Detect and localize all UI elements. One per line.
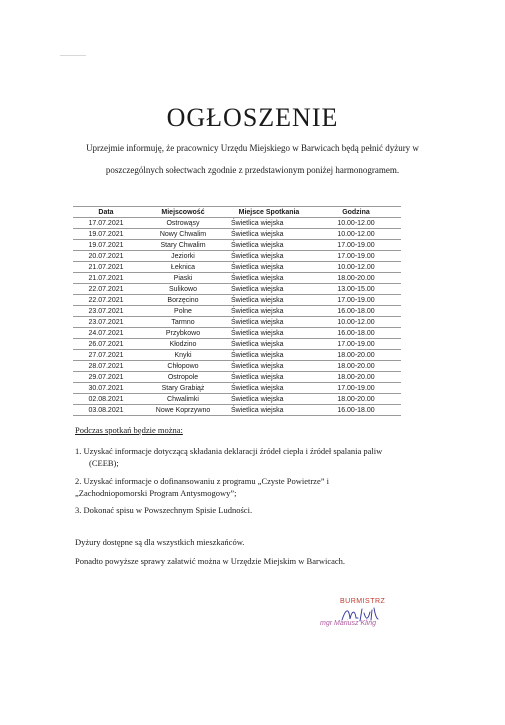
table-row: [73, 372, 401, 383]
cell-location: Świetlica wiejska: [227, 328, 311, 339]
cell-date: 28.07.2021: [73, 361, 139, 372]
cell-location: Świetlica wiejska: [227, 251, 311, 262]
cell-date: 23.07.2021: [73, 306, 139, 317]
cell-time: 16.00-18.00: [311, 306, 401, 317]
table-row: [73, 284, 401, 295]
cell-time: 17.00-19.00: [311, 240, 401, 251]
cell-location: Świetlica wiejska: [227, 405, 311, 416]
stamp-name: mgr Mariusz Kling: [320, 620, 377, 627]
cell-time: 13.00-15.00: [311, 284, 401, 295]
cell-place: Polne: [139, 306, 227, 317]
cell-date: 24.07.2021: [73, 328, 139, 339]
cell-place: Jeziorki: [139, 251, 227, 262]
header-date: Data: [73, 207, 139, 218]
cell-time: 16.00-18.00: [311, 328, 401, 339]
cell-time: 18.00-20.00: [311, 372, 401, 383]
table-row: [73, 361, 401, 372]
cell-place: Nowy Chwalim: [139, 229, 227, 240]
further-info: Ponadto powyższe sprawy załatwić można w Urzędzie Miejskim w Barwicach.: [75, 556, 346, 566]
cell-location: Świetlica wiejska: [227, 372, 311, 383]
table-row: [73, 262, 401, 273]
cell-time: 18.00-20.00: [311, 394, 401, 405]
cell-time: 17.00-19.00: [311, 251, 401, 262]
intro-line-2: poszczególnych sołectwach zgodnie z przedstawionym poniżej harmonogramem.: [105, 165, 400, 175]
mayor-stamp: [300, 598, 460, 634]
list-item-2-continued: „Zachodniopomorski Program Antysmogowy”;: [75, 488, 237, 498]
cell-date: 21.07.2021: [73, 262, 139, 273]
stamp-title: BURMISTRZ: [340, 598, 386, 605]
cell-date: 03.08.2021: [73, 405, 139, 416]
cell-location: Świetlica wiejska: [227, 284, 311, 295]
cell-date: 20.07.2021: [73, 251, 139, 262]
cell-time: 17.00-19.00: [311, 383, 401, 394]
cell-place: Ostropole: [139, 372, 227, 383]
cell-time: 16.00-18.00: [311, 405, 401, 416]
cell-date: 17.07.2021: [73, 218, 139, 229]
cell-time: 10.00-12.00: [311, 262, 401, 273]
cell-location: Świetlica wiejska: [227, 218, 311, 229]
cell-date: 29.07.2021: [73, 372, 139, 383]
cell-location: Świetlica wiejska: [227, 273, 311, 284]
cell-location: Świetlica wiejska: [227, 383, 311, 394]
cell-place: Knyki: [139, 350, 227, 361]
cell-place: Stary Chwalim: [139, 240, 227, 251]
cell-time: 18.00-20.00: [311, 361, 401, 372]
cell-date: 27.07.2021: [73, 350, 139, 361]
table-row: [73, 229, 401, 240]
cell-date: 30.07.2021: [73, 383, 139, 394]
cell-location: Świetlica wiejska: [227, 339, 311, 350]
table-header-row: [73, 207, 401, 218]
list-item-3: 3. Dokonać spisu w Powszechnym Spisie Ludności.: [75, 505, 253, 515]
header-place: Miejscowość: [139, 207, 227, 218]
table-row: [73, 273, 401, 284]
cell-time: 10.00-12.00: [311, 317, 401, 328]
table-row: [73, 317, 401, 328]
cell-place: Przybkowo: [139, 328, 227, 339]
table-row: [73, 383, 401, 394]
cell-location: Świetlica wiejska: [227, 317, 311, 328]
cell-place: Borzęcino: [139, 295, 227, 306]
cell-location: Świetlica wiejska: [227, 240, 311, 251]
cell-date: 02.08.2021: [73, 394, 139, 405]
cell-location: Świetlica wiejska: [227, 394, 311, 405]
cell-date: 22.07.2021: [73, 295, 139, 306]
cell-place: Kłodzino: [139, 339, 227, 350]
cell-location: Świetlica wiejska: [227, 361, 311, 372]
header-time: Godzina: [311, 207, 401, 218]
cell-location: Świetlica wiejska: [227, 295, 311, 306]
table-row: [73, 218, 401, 229]
cell-time: 18.00-20.00: [311, 350, 401, 361]
cell-date: 19.07.2021: [73, 229, 139, 240]
page-title: OGŁOSZENIE: [166, 103, 339, 132]
cell-place: Sulikowo: [139, 284, 227, 295]
cell-location: Świetlica wiejska: [227, 262, 311, 273]
table-row: [73, 405, 401, 416]
table-row: [73, 306, 401, 317]
cell-time: 17.00-19.00: [311, 339, 401, 350]
table-row: [73, 394, 401, 405]
cell-time: 17.00-19.00: [311, 295, 401, 306]
availability-note: Dyżury dostępne są dla wszystkich mieszkańców.: [75, 537, 245, 547]
cell-place: Chłopowo: [139, 361, 227, 372]
cell-time: 10.00-12.00: [311, 218, 401, 229]
list-item-2: 2. Uzyskać informacje o dofinansowaniu z programu „Czyste Powietrze” i: [75, 476, 329, 486]
cell-location: Świetlica wiejska: [227, 229, 311, 240]
cell-place: Nowe Koprzywno: [139, 405, 227, 416]
cell-date: 21.07.2021: [73, 273, 139, 284]
table-row: [73, 339, 401, 350]
cell-date: 26.07.2021: [73, 339, 139, 350]
table-row: [73, 350, 401, 361]
cell-date: 19.07.2021: [73, 240, 139, 251]
cell-time: 10.00-12.00: [311, 229, 401, 240]
header-location: Miejsce Spotkania: [227, 207, 311, 218]
cell-place: Piaski: [139, 273, 227, 284]
cell-place: Łeknica: [139, 262, 227, 273]
scan-mark: [60, 55, 86, 56]
intro-line-1: Uprzejmie informuję, że pracownicy Urzędu Miejskiego w Barwicach będą pełnić dyżury w: [86, 143, 419, 153]
list-item-1-continued: (CEEB);: [89, 458, 119, 468]
cell-location: Świetlica wiejska: [227, 306, 311, 317]
cell-place: Stary Grabiąż: [139, 383, 227, 394]
cell-place: Tarmno: [139, 317, 227, 328]
meeting-intro: Podczas spotkań będzie można:: [75, 425, 183, 435]
schedule-table: [73, 206, 401, 416]
cell-date: 23.07.2021: [73, 317, 139, 328]
table-row: [73, 328, 401, 339]
table-row: [73, 295, 401, 306]
cell-place: Chwalimki: [139, 394, 227, 405]
cell-date: 22.07.2021: [73, 284, 139, 295]
cell-location: Świetlica wiejska: [227, 350, 311, 361]
table-row: [73, 240, 401, 251]
cell-time: 18.00-20.00: [311, 273, 401, 284]
table-row: [73, 251, 401, 262]
list-item-1: 1. Uzyskać informacje dotyczącą składania deklaracji źródeł ciepła i źródeł spalania paliw: [75, 446, 383, 456]
cell-place: Ostrowąsy: [139, 218, 227, 229]
